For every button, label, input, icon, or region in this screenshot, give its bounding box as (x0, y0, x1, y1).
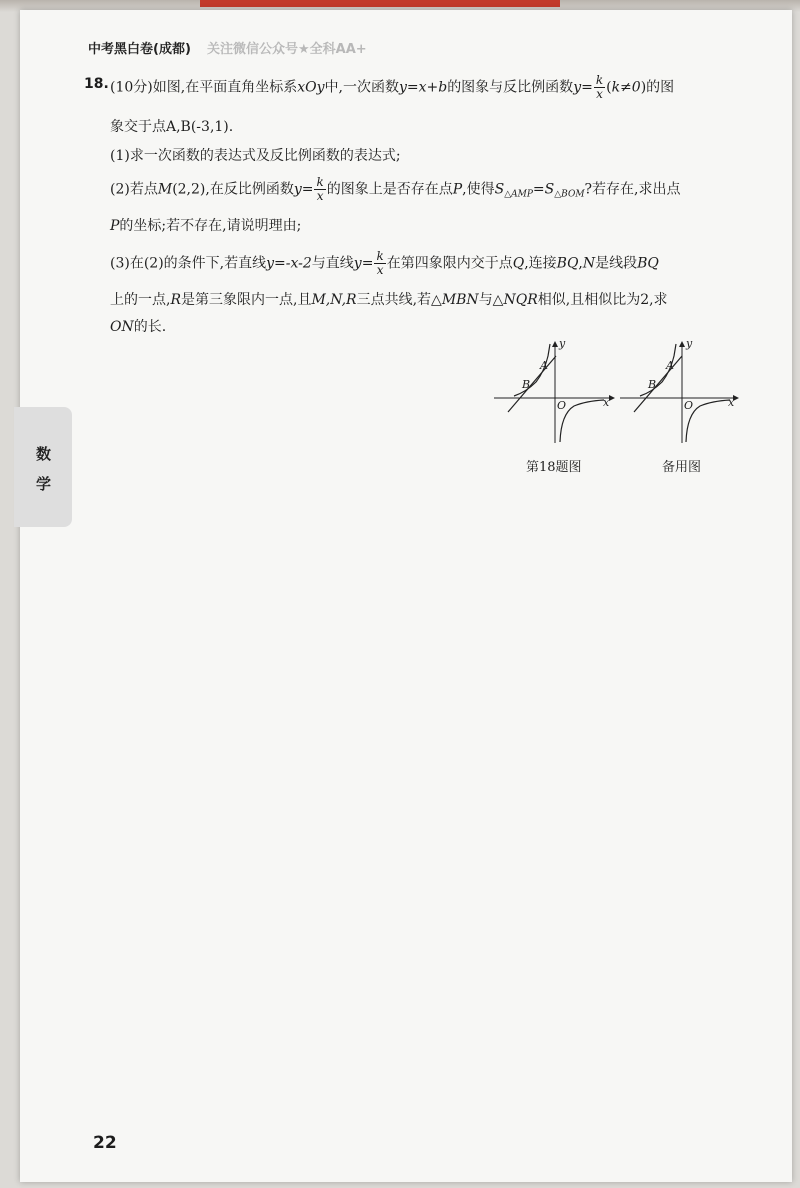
part3-text: (3)在(2)的条件下,若直线y=-x-2与直线y= $\frac{k}{x}$ 在第四象限内交于点Q,连接BQ,N是线段BQ (110, 249, 659, 277)
caption-backup-figure: 备用图 (662, 460, 702, 475)
question-number: 18. (84, 76, 109, 92)
figure-main (494, 338, 618, 450)
figure-backup (620, 338, 744, 450)
fraction-k-over-x: $\frac{k}{x}$ (316, 175, 324, 203)
running-header-title: 中考黑白卷(成都) (88, 42, 191, 57)
cover-edge-red (200, 0, 560, 7)
part3-text-2: 上的一点,R是第三象限内一点,且M,N,R三点共线,若△MBN与△NQR相似,且相似比为2,求 (110, 292, 668, 308)
label-B: B (648, 378, 657, 391)
running-header-watermark: 关注微信公众号★全科AA+ (207, 42, 367, 57)
label-O: O (557, 399, 567, 412)
caption-main-figure: 第18题图 (526, 460, 582, 475)
question-intro-line: (10分)如图,在平面直角坐标系xOy中,一次函数y=x+b的图象与反比例函数y= $\frac{k}{x}$ (k≠0)的图 (110, 73, 675, 101)
subject-side-tab (14, 407, 72, 527)
part3-text-3: ON的长. (110, 319, 167, 335)
label-O: O (684, 399, 694, 412)
label-x: x (728, 396, 735, 409)
part2-text-2: P的坐标;若不存在,请说明理由; (110, 218, 302, 234)
label-A: A (540, 359, 548, 372)
fraction-k-over-x: $\frac{k}{x}$ (376, 249, 384, 277)
fraction-k-over-x: $\frac{k}{x}$ (595, 73, 604, 101)
part2-text: (2)若点M(2,2),在反比例函数y= $\frac{k}{x}$ 的图象上是否存在点P,使得$S_{\triangle AMP}=S_{\triangle BOM}$?若存在,求出点 (110, 175, 681, 203)
side-tab-char-2: 学 (36, 475, 52, 493)
page-number: 22 (93, 1133, 117, 1153)
label-B: B (522, 378, 531, 391)
hyperbola-branch-right (560, 400, 604, 442)
question-intro-line-2: 象交于点A,B(-3,1). (110, 119, 234, 135)
label-y: y (559, 337, 566, 350)
part1-text: (1)求一次函数的表达式及反比例函数的表达式; (110, 148, 401, 164)
label-A: A (666, 359, 674, 372)
label-x: x (603, 396, 610, 409)
linear-function-line (508, 356, 556, 412)
side-tab-char-1: 数 (36, 445, 52, 463)
label-y: y (686, 337, 693, 350)
linear-function-line (634, 356, 682, 412)
